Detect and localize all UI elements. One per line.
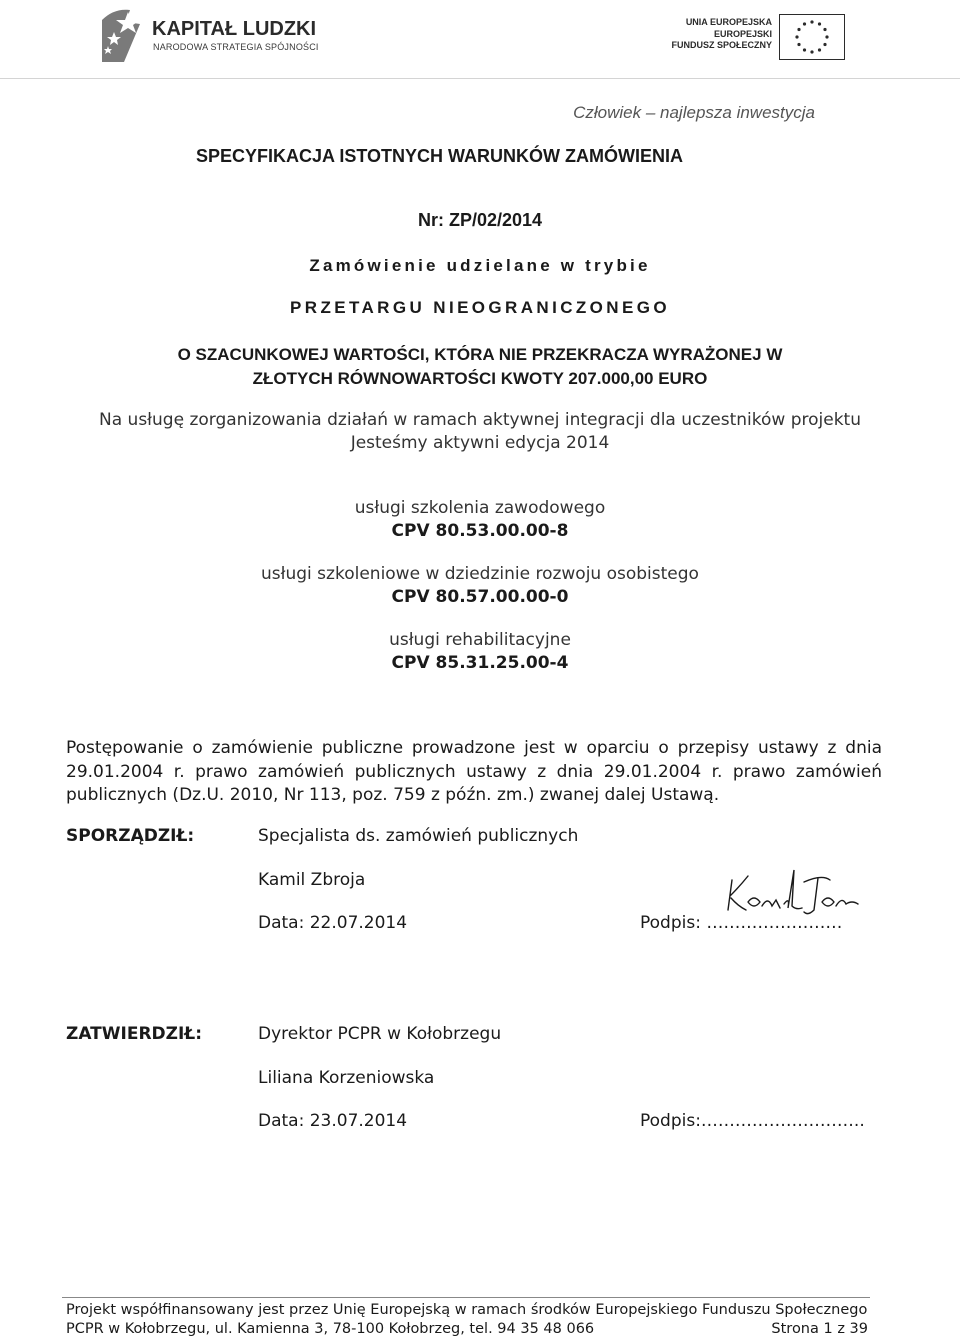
page-number: Strona 1 z 39 <box>771 1321 868 1337</box>
subject-line: Jesteśmy aktywni edycja 2014 <box>350 433 610 453</box>
value-statement-line: O SZACUNKOWEJ WARTOŚCI, KTÓRA NIE PRZEKRACZA WYRAŻONEJ W <box>177 345 783 364</box>
service-name: usługi szkoleniowe w dziedzinie rozwoju osobistego <box>261 564 699 584</box>
footer-cofinancing-note: Projekt współfinansowany jest przez Unię Europejską w ramach środków Europejskiego Funduszu Społecznego <box>66 1302 868 1318</box>
footer-address: PCPR w Kołobrzegu, ul. Kamienna 3, 78-100 Kołobrzeg, tel. 94 35 48 066 <box>66 1321 595 1337</box>
tender-type: PRZETARGU NIEOGRANICZONEGO <box>290 298 670 317</box>
footer-divider <box>62 1297 870 1298</box>
value-statement-line: ZŁOTYCH RÓWNOWARTOŚCI KWOTY 207.000,00 EURO <box>252 369 708 388</box>
approved-date: Data: 23.07.2014 <box>258 1111 408 1131</box>
approved-by-name: Liliana Korzeniowska <box>258 1068 435 1088</box>
cpv-code: CPV 85.31.25.00-4 <box>391 653 569 673</box>
eu-flag-icon <box>779 14 845 64</box>
cpv-code: CPV 80.57.00.00-0 <box>391 587 569 607</box>
procurement-mode: Zamówienie udzielane w trybie <box>309 256 651 275</box>
handwritten-signature-icon <box>718 866 863 926</box>
cpv-code: CPV 80.53.00.00-8 <box>391 521 569 541</box>
prepared-date: Data: 22.07.2014 <box>258 913 408 933</box>
kapital-ludzki-emblem-icon <box>100 2 150 64</box>
approved-by-label: ZATWIERDZIŁ: <box>66 1024 203 1044</box>
header-divider <box>0 78 960 79</box>
service-name: usługi szkolenia zawodowego <box>354 498 606 518</box>
document-title: SPECYFIKACJA ISTOTNYCH WARUNKÓW ZAMÓWIENIA <box>196 146 684 166</box>
motto: Człowiek – najlepsza inwestycja <box>573 103 815 122</box>
eu-logo-line: UNIA EUROPEJSKA <box>685 17 772 27</box>
eu-logo-line: EUROPEJSKI <box>713 28 772 39</box>
prepared-by-name: Kamil Zbroja <box>258 870 366 890</box>
eu-logo-text <box>660 17 772 52</box>
subject-line: Na usługę zorganizowania działań w ramach aktywnej integracji dla uczestników projektu <box>99 410 861 430</box>
document-number: Nr: ZP/02/2014 <box>417 210 543 230</box>
prepared-by-label: SPORZĄDZIŁ: <box>66 826 195 846</box>
legal-basis-paragraph: Postępowanie o zamówienie publiczne prowadzone jest w oparciu o przepisy ustawy z dnia 29.01.2004 r. prawo zamówień publicznych ustawy z dnia 29.01.2004 r. prawo zamówień publicznych (Dz.U. 2010, Nr 113, poz. 759 z późn. zm.) zwanej dalej Ustawą. <box>66 738 882 805</box>
eu-logo-line: FUNDUSZ SPOŁECZNY <box>671 40 772 50</box>
service-name: usługi rehabilitacyjne <box>389 630 571 650</box>
prepared-by-role: Specjalista ds. zamówień publicznych <box>258 826 579 846</box>
kapital-ludzki-subtitle: NARODOWA STRATEGIA SPÓJNOŚCI <box>153 42 319 52</box>
approved-by-role: Dyrektor PCPR w Kołobrzegu <box>258 1024 502 1044</box>
prepared-signature-field: Podpis: …………………… <box>640 913 843 933</box>
kapital-ludzki-title: KAPITAŁ LUDZKI <box>152 18 317 40</box>
approved-signature-field: Podpis:……………………….. <box>640 1111 865 1131</box>
